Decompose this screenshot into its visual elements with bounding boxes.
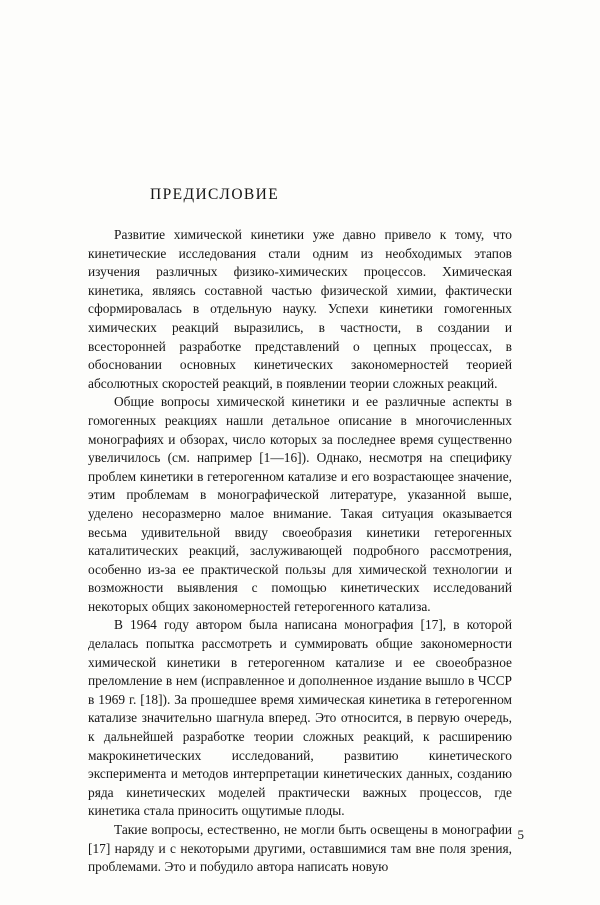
page-number: 5: [517, 827, 524, 842]
paragraph: Такие вопросы, естественно, не могли быть освещены в монографии [17] наряду и с некоторыми другими, оставшимися там вне поля зрения, проблемами. Это и побудило автора написать новую: [88, 822, 512, 875]
paragraph: Общие вопросы химической кинетики и ее различные аспекты в гомогенных реакциях нашли детальное описание в многочисленных монографиях и обзорах, число которых за последнее время существенно увеличилось (см. например [1—16]). Однако, несмотря на специфику проблем кинетики в гетерогенном катализе и его возрастающее значение, этим проблемам в монографической литературе, указанной выше, уделено несоразмерно малое внимание. Такая ситуация оказывается весьма удивительной ввиду своеобразия кинетики гетерогенных каталитических реакций, заслуживающей подробного рассмотрения, особенно из-за ее практической пользы для химической технологии и возможности выявления с помощью кинетических исследований некоторых общих закономерностей гетерогенного катализа.: [88, 394, 512, 614]
paragraph: Развитие химической кинетики уже давно привело к тому, что кинетические исследования стали одним из необходимых этапов изучения различных физико-химических процессов. Химическая кинетика, являясь составной частью физической химии, фактически сформировалась в отдельную науку. Успехи кинетики гомогенных химических реакций выразились, в частности, в создании и всесторонней разработке представлений о цепных процессах, в обосновании основных кинетических закономерностей теорией абсолютных скоростей реакций, в появлении теории сложных реакций.: [88, 227, 512, 391]
paragraph: В 1964 году автором была написана монография [17], в которой делалась попытка рассмотреть и суммировать общие закономерности химической кинетики в гетерогенном катализе и ее своеобразное преломление в нем (исправленное и дополненное издание вышло в ЧССР в 1969 г. [18]). За прошедшее время химическая кинетика в гетерогенном катализе значительно шагнула вперед. Это относится, в первую очередь, к дальнейшей разработке теории сложных реакций, к расширению макрокинетических исследований, развитию кинетического эксперимента и методов интерпретации кинетических данных, созданию ряда кинетических моделей практически важных процессов, где кинетика стала приносить ощутимые плоды.: [88, 617, 512, 819]
text-column: [88, 186, 512, 877]
page-title: ПРЕДИСЛОВИЕ: [150, 186, 280, 203]
